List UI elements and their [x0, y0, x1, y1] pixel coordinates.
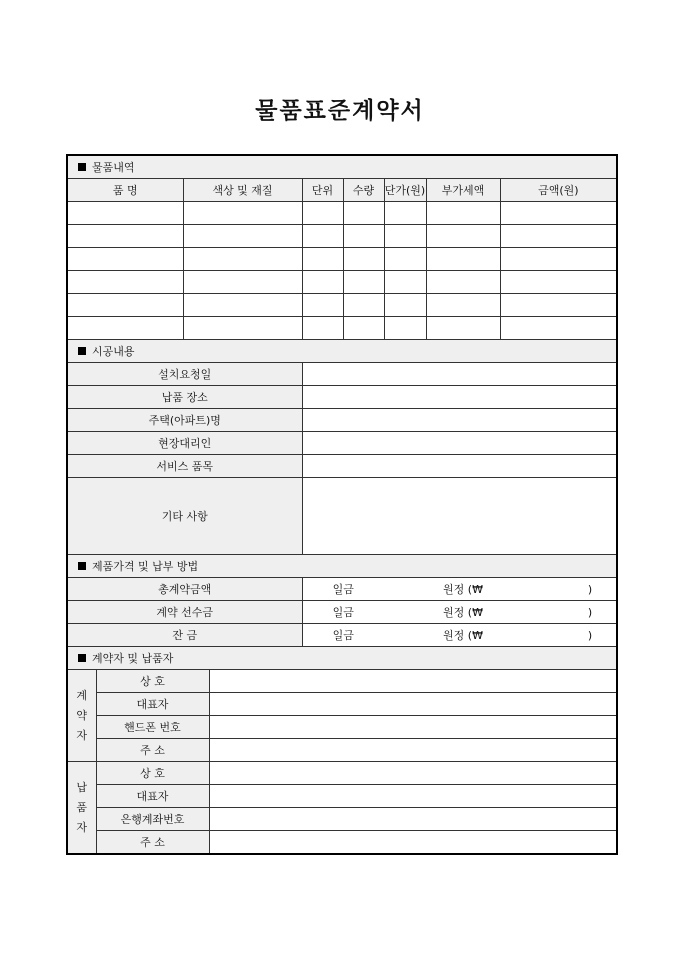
item-input-cell[interactable] [67, 202, 183, 225]
section-heading-text: 계약자 및 납품자 [92, 652, 174, 665]
column-header: 품 명 [67, 179, 183, 202]
group-label-char: 납 [76, 780, 88, 794]
square-bullet-icon [78, 163, 86, 171]
won-amount-input-cell[interactable] [500, 624, 564, 647]
supplier-label: 주 소 [96, 831, 209, 855]
install-input-cell[interactable] [302, 386, 617, 409]
item-input-cell[interactable] [426, 271, 500, 294]
amount-suffix-text: 원정 [443, 629, 465, 642]
contractor-label: 대표자 [96, 693, 209, 716]
item-input-cell[interactable] [500, 202, 617, 225]
won-sign: (₩ [467, 583, 483, 596]
square-bullet-icon [78, 347, 86, 355]
items-table-row [67, 317, 617, 340]
items-table-row [67, 202, 617, 225]
supplier-label: 상 호 [96, 762, 209, 785]
install-row [67, 432, 617, 455]
items-table-row [67, 225, 617, 248]
item-input-cell[interactable] [426, 248, 500, 271]
price-label: 잔 금 [67, 624, 302, 647]
contract-form [66, 154, 618, 855]
amount-suffix [426, 578, 500, 601]
item-input-cell[interactable] [67, 271, 183, 294]
won-sign: (₩ [467, 629, 483, 642]
install-input-cell[interactable] [302, 409, 617, 432]
item-input-cell[interactable] [384, 317, 426, 340]
item-input-cell[interactable] [302, 225, 343, 248]
install-heading [67, 340, 617, 363]
contractor-group-label [67, 670, 96, 762]
section-heading-text: 시공내용 [92, 345, 135, 358]
supplier-row [67, 762, 617, 785]
items-heading-row [67, 155, 617, 179]
supplier-row [67, 831, 617, 855]
item-input-cell[interactable] [384, 294, 426, 317]
amount-suffix-text: 원정 [443, 583, 465, 596]
item-input-cell[interactable] [343, 202, 384, 225]
contractor-row [67, 716, 617, 739]
item-input-cell[interactable] [384, 225, 426, 248]
column-header: 부가세액 [426, 179, 500, 202]
contractor-input-cell[interactable] [209, 716, 617, 739]
item-input-cell[interactable] [384, 202, 426, 225]
install-label: 현장대리인 [67, 432, 302, 455]
item-input-cell[interactable] [426, 294, 500, 317]
section-heading-text: 제품가격 및 납부 방법 [92, 560, 199, 573]
item-input-cell[interactable] [343, 248, 384, 271]
install-row [67, 363, 617, 386]
price-label: 총계약금액 [67, 578, 302, 601]
amount-input-cell[interactable] [384, 578, 426, 601]
install-row [67, 455, 617, 478]
item-input-cell[interactable] [384, 271, 426, 294]
item-input-cell[interactable] [500, 271, 617, 294]
supplier-row [67, 785, 617, 808]
install-input-cell[interactable] [302, 455, 617, 478]
contractor-label: 핸드폰 번호 [96, 716, 209, 739]
contractor-row [67, 693, 617, 716]
square-bullet-icon [78, 562, 86, 570]
install-label: 주택(아파트)명 [67, 409, 302, 432]
section-heading-text: 물품내역 [92, 161, 135, 174]
install-heading-row [67, 340, 617, 363]
item-input-cell[interactable] [343, 317, 384, 340]
item-input-cell[interactable] [500, 225, 617, 248]
item-input-cell[interactable] [302, 202, 343, 225]
supplier-input-cell[interactable] [209, 762, 617, 785]
item-input-cell[interactable] [302, 271, 343, 294]
item-input-cell[interactable] [183, 202, 302, 225]
item-input-cell[interactable] [183, 271, 302, 294]
close-paren: ) [564, 578, 617, 601]
item-input-cell[interactable] [500, 248, 617, 271]
install-input-cell[interactable] [302, 363, 617, 386]
column-header: 단위 [302, 179, 343, 202]
price-row [67, 624, 617, 647]
column-header: 금액(원) [500, 179, 617, 202]
items-header-row [67, 179, 617, 202]
group-label-char: 자 [76, 820, 88, 834]
item-input-cell[interactable] [67, 225, 183, 248]
item-input-cell[interactable] [183, 225, 302, 248]
item-input-cell[interactable] [426, 317, 500, 340]
amount-prefix: 일금 [302, 624, 384, 647]
item-input-cell[interactable] [426, 225, 500, 248]
items-table-row [67, 271, 617, 294]
item-input-cell[interactable] [384, 248, 426, 271]
item-input-cell[interactable] [67, 317, 183, 340]
item-input-cell[interactable] [500, 317, 617, 340]
install-label: 설치요청일 [67, 363, 302, 386]
items-heading [67, 155, 617, 179]
price-row [67, 578, 617, 601]
contractor-label: 주 소 [96, 739, 209, 762]
close-paren: ) [564, 601, 617, 624]
contractor-row [67, 670, 617, 693]
item-input-cell[interactable] [426, 202, 500, 225]
group-label-char: 계 [76, 688, 88, 702]
contractor-row [67, 739, 617, 762]
amount-suffix [426, 624, 500, 647]
contractor-input-cell[interactable] [209, 739, 617, 762]
group-label-char: 약 [76, 708, 88, 722]
won-amount-input-cell[interactable] [500, 601, 564, 624]
document-title: 물품표준계약서 [255, 98, 425, 124]
won-amount-input-cell[interactable] [500, 578, 564, 601]
square-bullet-icon [78, 654, 86, 662]
item-input-cell[interactable] [343, 225, 384, 248]
install-label: 납품 장소 [67, 386, 302, 409]
items-table-row [67, 248, 617, 271]
supplier-input-cell[interactable] [209, 808, 617, 831]
supplier-label: 은행계좌번호 [96, 808, 209, 831]
price-heading [67, 555, 617, 578]
group-label-char: 자 [76, 728, 88, 742]
item-input-cell[interactable] [302, 317, 343, 340]
item-input-cell[interactable] [343, 294, 384, 317]
won-sign: (₩ [467, 606, 483, 619]
item-input-cell[interactable] [67, 294, 183, 317]
supplier-input-cell[interactable] [209, 831, 617, 855]
group-label-char: 품 [76, 800, 88, 814]
parties-heading [67, 647, 617, 670]
item-input-cell[interactable] [183, 317, 302, 340]
items-table-row [67, 294, 617, 317]
supplier-group-label [67, 762, 96, 855]
install-input-cell[interactable] [302, 478, 617, 555]
item-input-cell[interactable] [500, 294, 617, 317]
item-input-cell[interactable] [183, 294, 302, 317]
supplier-row [67, 808, 617, 831]
amount-prefix: 일금 [302, 601, 384, 624]
close-paren: ) [564, 624, 617, 647]
column-header: 색상 및 재질 [183, 179, 302, 202]
column-header: 수량 [343, 179, 384, 202]
install-row [67, 409, 617, 432]
supplier-label: 대표자 [96, 785, 209, 808]
amount-input-cell[interactable] [384, 601, 426, 624]
contractor-input-cell[interactable] [209, 670, 617, 693]
item-input-cell[interactable] [67, 248, 183, 271]
install-label: 기타 사항 [67, 478, 302, 555]
install-row [67, 478, 617, 555]
install-row [67, 386, 617, 409]
price-heading-row [67, 555, 617, 578]
amount-suffix [426, 601, 500, 624]
item-input-cell[interactable] [302, 248, 343, 271]
amount-input-cell[interactable] [384, 624, 426, 647]
amount-prefix: 일금 [302, 578, 384, 601]
install-label: 서비스 품목 [67, 455, 302, 478]
install-input-cell[interactable] [302, 432, 617, 455]
item-input-cell[interactable] [302, 294, 343, 317]
price-label: 계약 선수금 [67, 601, 302, 624]
amount-suffix-text: 원정 [443, 606, 465, 619]
price-row [67, 601, 617, 624]
parties-heading-row [67, 647, 617, 670]
column-header: 단가(원) [384, 179, 426, 202]
item-input-cell[interactable] [183, 248, 302, 271]
contractor-input-cell[interactable] [209, 693, 617, 716]
supplier-input-cell[interactable] [209, 785, 617, 808]
item-input-cell[interactable] [343, 271, 384, 294]
contractor-label: 상 호 [96, 670, 209, 693]
